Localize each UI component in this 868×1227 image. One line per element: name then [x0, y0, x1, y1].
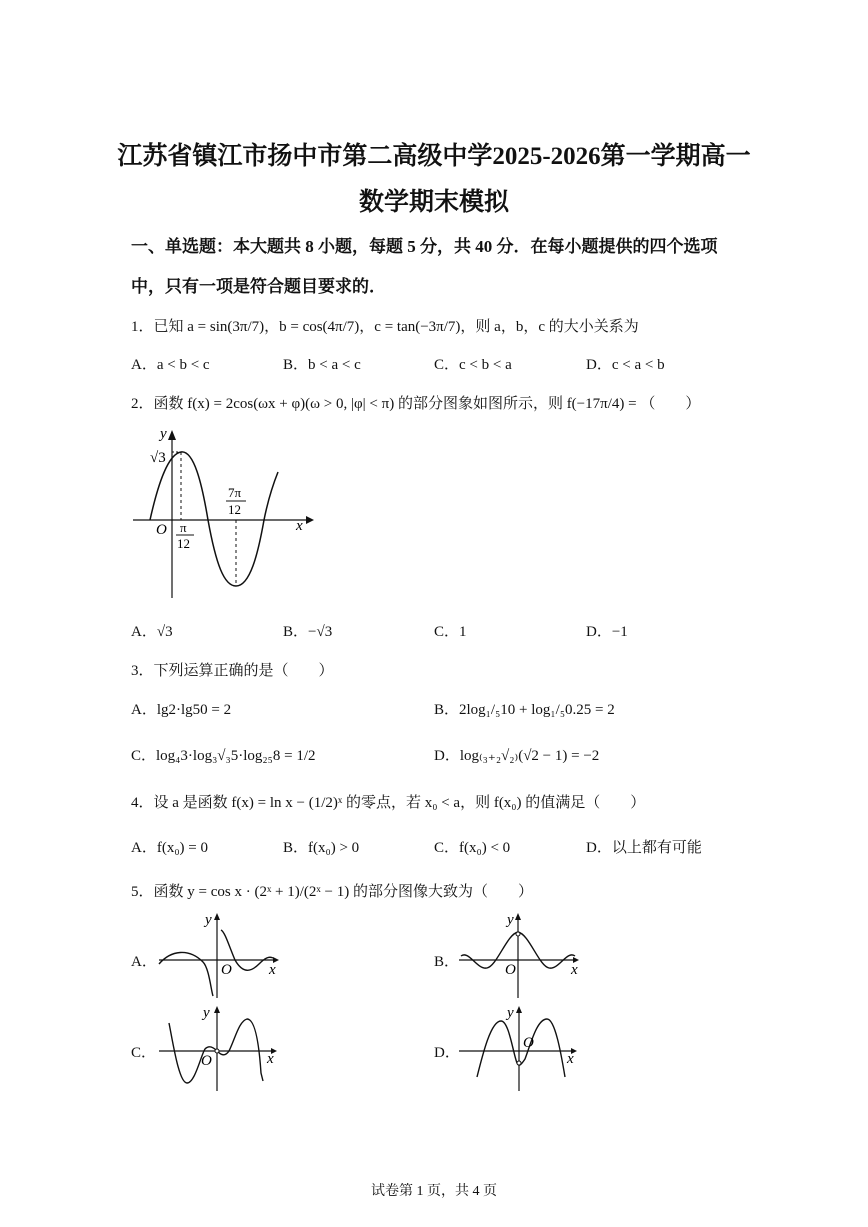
question-5-stem: 5．函数 y = cos x · (2ˣ + 1)/(2ˣ − 1) 的部分图像大致为（ ） — [131, 884, 533, 900]
page-title-line2: 数学期末模拟 — [358, 189, 509, 216]
page-footer: 试卷第 1 页，共 4 页 — [371, 1184, 497, 1199]
page-title-line1: 江苏省镇江市扬中市第二高级中学2025-2026第一学期高一 — [117, 143, 751, 170]
svg-text:O: O — [221, 962, 232, 978]
question-1-option-c: C．c < b < a — [434, 357, 512, 373]
question-5-graph-c — [155, 1003, 285, 1095]
question-1-stem: 1．已知 a = sin(3π/7)，b = cos(4π/7)，c = tan(−3π/7)，则 a，b，c 的大小关系为 — [131, 319, 639, 335]
question-1-option-b: B．b < a < c — [283, 357, 361, 373]
question-5-option-b: B． — [434, 954, 460, 970]
y-axis-arrow — [168, 430, 176, 440]
question-4-option-b: B．f(x₀) > 0 — [283, 840, 360, 856]
question-5-option-d: D． — [434, 1045, 460, 1061]
question-2-option-b: B．−√3 — [283, 624, 333, 640]
graph-max-label: √3 — [150, 450, 166, 466]
svg-text:x: x — [267, 1051, 274, 1067]
question-5-graph-d — [455, 1003, 585, 1095]
cosine-curve — [150, 452, 278, 586]
question-2-option-c: C．1 — [434, 624, 467, 640]
svg-text:y: y — [507, 912, 514, 928]
graph-x-label: x — [296, 518, 303, 534]
question-4-option-d: D．以上都有可能 — [586, 840, 702, 856]
question-3-stem: 3．下列运算正确的是（ ） — [131, 663, 334, 679]
question-2-option-d: D．−1 — [586, 624, 628, 640]
question-5-option-c: C． — [131, 1045, 157, 1061]
svg-text:x: x — [269, 962, 276, 978]
svg-text:x: x — [567, 1051, 574, 1067]
tick1-numerator: π — [180, 520, 187, 535]
tick2-denominator: 12 — [228, 502, 241, 517]
tick2-numerator: 7π — [228, 485, 242, 500]
question-4-option-a: A．f(x₀) = 0 — [131, 840, 209, 856]
question-2-stem: 2．函数 f(x) = 2cos(ωx + φ)(ω > 0, |φ| < π) 的部分图象如图所示，则 f(−17π/4) = （ ） — [131, 396, 701, 412]
svg-text:y: y — [203, 1005, 210, 1021]
question-2-graph — [128, 424, 318, 604]
svg-text:O: O — [523, 1035, 534, 1051]
question-3-option-c: C．log₄3·log₃√₃5·log₂₅8 = 1/2 — [131, 748, 316, 764]
graph-origin-label: O — [156, 522, 167, 538]
question-4-option-c: C．f(x₀) < 0 — [434, 840, 511, 856]
question-5-graph-b — [455, 910, 585, 1002]
svg-text:y: y — [507, 1005, 514, 1021]
svg-text:x: x — [571, 962, 578, 978]
question-2-option-a: A．√3 — [131, 624, 173, 640]
svg-text:O: O — [505, 962, 516, 978]
section-header-line1: 一、单选题：本大题共 8 小题，每题 5 分，共 40 分．在每小题提供的四个选项 — [131, 237, 718, 256]
question-4-stem: 4．设 a 是函数 f(x) = ln x − (1/2)ˣ 的零点，若 x₀ < a，则 f(x₀) 的值满足（ ） — [131, 795, 646, 811]
graph-y-label: y — [160, 426, 167, 442]
svg-text:y: y — [205, 912, 212, 928]
svg-text:O: O — [201, 1053, 212, 1069]
section-header-line2: 中，只有一项是符合题目要求的． — [131, 277, 386, 296]
question-3-option-d: D．log₍₃₊₂√₂₎(√2 − 1) = −2 — [434, 748, 600, 764]
question-1-option-d: D．c < a < b — [586, 357, 665, 373]
question-5-option-a: A． — [131, 954, 157, 970]
x-axis-arrow — [306, 516, 314, 524]
tick1-denominator: 12 — [177, 536, 190, 551]
question-3-option-b: B．2log₁/₅10 + log₁/₅0.25 = 2 — [434, 702, 615, 718]
question-5-graph-a — [155, 910, 285, 1002]
question-3-option-a: A．lg2·lg50 = 2 — [131, 702, 232, 718]
question-1-option-a: A．a < b < c — [131, 357, 210, 373]
